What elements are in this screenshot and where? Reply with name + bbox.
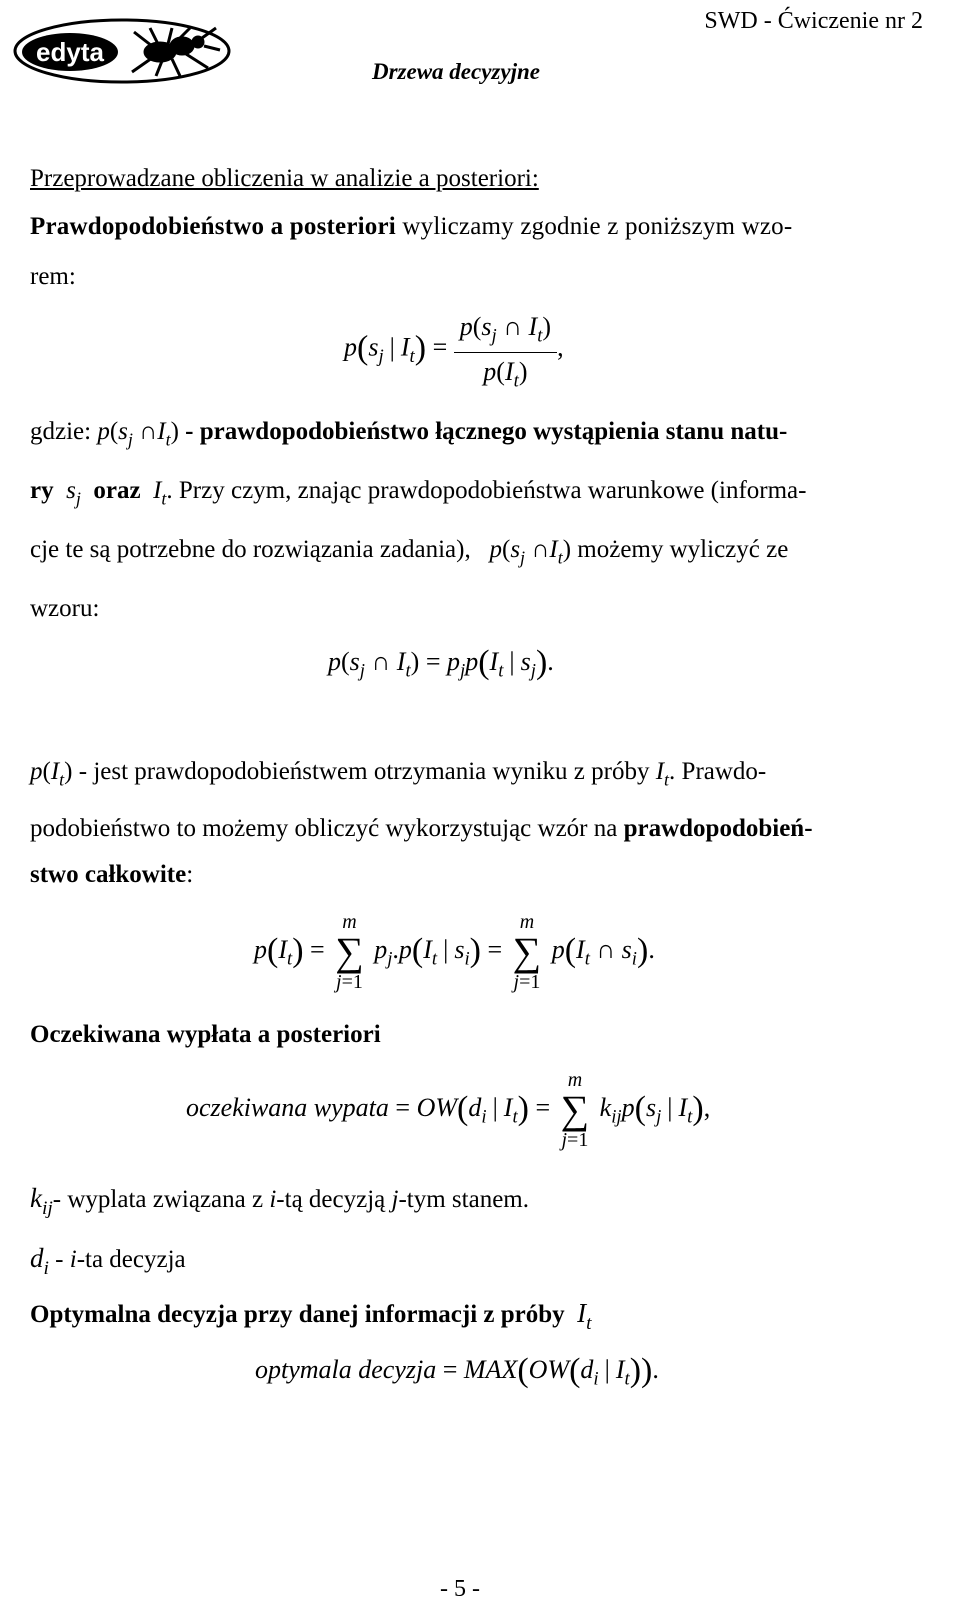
paragraph-pit-line2 bbox=[30, 814, 813, 844]
definition-kij: $k_{ij}-$ wyplata związana z i-tą decyzją j-tym stanem. bbox=[30, 1183, 529, 1219]
paragraph-where-line4: wzoru: bbox=[30, 595, 100, 622]
di-i: i bbox=[69, 1246, 77, 1273]
di-b: -ta decyzja bbox=[76, 1246, 186, 1273]
formula-optimal-decision: optymala decyzja = $MAX(OW(d_i$ | $I_t$)). bbox=[255, 1352, 659, 1390]
term-total-probability-2: stwo całkowite bbox=[30, 861, 187, 888]
formula-expected-payout-label: oczekiwana wypata bbox=[186, 1092, 389, 1122]
kij-end: -tym stanem. bbox=[398, 1186, 529, 1213]
formula-expected-payout: oczekiwana wypata = $OW(d_i$ | $I_t$) = m ∑ j=1 $k_{ij}p(s_j$ | $I_t$), bbox=[186, 1069, 711, 1151]
formula-total-probability: $p(I_t)$ = m ∑ j=1 $p_j.p(I_t$ | $s_i$) = m ∑ j=1 $p(I_t$ ∩ $s_i$). bbox=[254, 911, 655, 993]
document-subtitle: Drzewa decyzyjne bbox=[372, 59, 540, 84]
pit-text-b: . Prawdo- bbox=[669, 758, 767, 785]
where-definition: - prawdopodobieństwo łącznego wystąpienia stanu natu- bbox=[178, 418, 788, 445]
paragraph-pit-line3 bbox=[30, 860, 193, 890]
where-label: gdzie: bbox=[30, 418, 98, 445]
kij-desc: - wyplata związana z bbox=[52, 1186, 270, 1213]
where-line3-b: możemy wyliczyć ze bbox=[571, 536, 789, 563]
section-title-expected-payout: Oczekiwana wypłata a posteriori bbox=[30, 1021, 381, 1048]
pit-line3-tail: : bbox=[186, 861, 194, 888]
paragraph-where bbox=[30, 417, 787, 454]
term-posteriori: Prawdopodobieństwo a posteriori bbox=[30, 213, 396, 240]
kij-j: j bbox=[391, 1186, 399, 1213]
logo bbox=[12, 16, 232, 86]
kij-i: i bbox=[269, 1186, 277, 1213]
kij-mid: -tą decyzją bbox=[276, 1186, 392, 1213]
optimal-title-text: Optymalna decyzja przy danej informacji z próby bbox=[30, 1301, 565, 1328]
pit-text: - jest prawdopodobieństwem otrzymania wyniku z próby bbox=[72, 758, 656, 785]
formula-max: MAX bbox=[463, 1355, 518, 1384]
formula-joint: $p(s_j$ ∩ $I_t) = p_jp(I_t$ | $s_j$). bbox=[328, 644, 554, 682]
course-title: SWD - Ćwiczenie nr 2 bbox=[704, 8, 923, 34]
pit-line2-text: podobieństwo to możemy obliczyć wykorzystując wzór na bbox=[30, 815, 624, 842]
paragraph-posteriori bbox=[30, 212, 930, 242]
logo-graphic bbox=[12, 16, 232, 86]
logo-text: edyta bbox=[36, 37, 104, 67]
where-oraz: oraz bbox=[87, 477, 147, 504]
paragraph-where-line2: ry $s_j$ oraz $I_t$. Przy czym, znając prawdopodobieństwa warunkowe (informa- bbox=[30, 477, 807, 509]
where-line2-text: . Przy czym, znając prawdopodobieństwa warunkowe (informa- bbox=[166, 477, 807, 504]
paragraph-posteriori-text: wyliczamy zgodnie z poniższym wzo- bbox=[395, 213, 793, 240]
formula-bayes: $p(s_j$ | $I_t$) = $\frac{p(s_j \cap I_t)}{p(I_t)}$ , bbox=[344, 312, 564, 392]
section-title-posteriori-calc: Przeprowadzane obliczenia w analizie a posteriori: bbox=[30, 165, 539, 192]
paragraph-pit: $p(I_t)$ - jest prawdopodobieństwem otrzymania wyniku z próby $I_t$. Prawdo- bbox=[30, 758, 767, 790]
formula-ow: OW bbox=[528, 1355, 570, 1384]
where-line3-a: cje te są potrzebne do rozwiązania zadania), bbox=[30, 536, 471, 563]
section-title-optimal-decision: Optymalna decyzja przy danej informacji z próby $I_t$ bbox=[30, 1298, 592, 1334]
formula-optimal-label: optymala decyzja bbox=[255, 1355, 437, 1384]
page-number: - 5 - bbox=[440, 1576, 480, 1602]
definition-di: $d_i - i-ta$ decyzja bbox=[30, 1243, 186, 1279]
paragraph-posteriori-line2: rem: bbox=[30, 263, 76, 290]
di-a: - bbox=[48, 1246, 70, 1273]
paragraph-where-line3: cje te są potrzebne do rozwiązania zadania), $p(s_j$ $\cap I_t$) możemy wyliczyć ze bbox=[30, 536, 789, 568]
formula-joint-inline: $p(s_j$ $\cap I_t$) bbox=[97, 418, 179, 450]
term-total-probability: prawdopodobień- bbox=[623, 815, 813, 842]
where-ry: ry bbox=[30, 477, 54, 504]
